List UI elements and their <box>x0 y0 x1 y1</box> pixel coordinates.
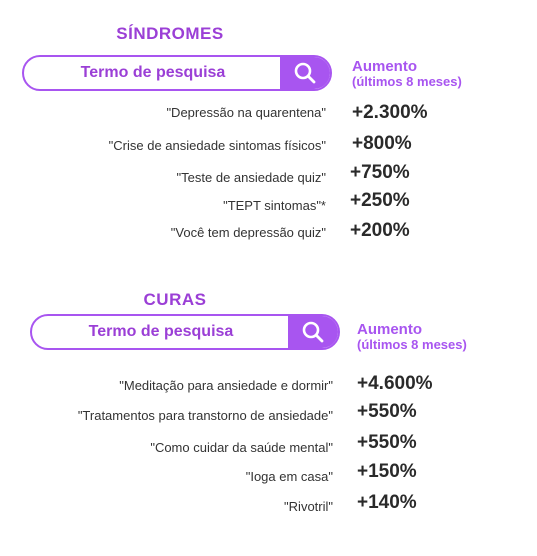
sindromes-title: SÍNDROMES <box>116 24 224 43</box>
sindromes-term-2: "Crise de ansiedade sintomas físicos" <box>108 138 326 153</box>
curas-value-5: +140% <box>357 492 417 513</box>
sindromes-value-4: +250% <box>350 190 410 211</box>
curas-term-1: "Meditação para ansiedade e dormir" <box>119 378 333 393</box>
curas-value-2: +550% <box>357 401 417 422</box>
sindromes-term-1: "Depressão na quarentena" <box>166 105 326 120</box>
curas-title: CURAS <box>143 290 207 309</box>
increase-label: Aumento <box>352 58 417 75</box>
search-button[interactable] <box>280 55 330 91</box>
curas-value-4: +150% <box>357 461 417 482</box>
sindromes-term-4: "TEPT sintomas"* <box>223 198 326 213</box>
increase-label: Aumento <box>357 321 422 338</box>
curas-term-4: "Ioga em casa" <box>245 469 333 484</box>
increase-period: (últimos 8 meses) <box>357 336 467 352</box>
curas-term-5: "Rivotril" <box>284 499 333 514</box>
curas-search-box[interactable] <box>30 314 340 350</box>
increase-period: (últimos 8 meses) <box>352 73 462 89</box>
sindromes-value-1: +2.300% <box>352 102 428 123</box>
curas-increase-header <box>357 322 467 351</box>
sindromes-term-3: "Teste de ansiedade quiz" <box>176 170 326 185</box>
search-icon <box>301 320 325 344</box>
search-icon <box>293 61 317 85</box>
search-button[interactable] <box>288 314 338 350</box>
search-term-label: Termo de pesquisa <box>80 64 226 81</box>
curas-value-1: +4.600% <box>357 373 433 394</box>
curas-value-3: +550% <box>357 432 417 453</box>
search-term-label: Termo de pesquisa <box>88 323 234 340</box>
sindromes-value-5: +200% <box>350 220 410 241</box>
sindromes-value-2: +800% <box>352 133 412 154</box>
curas-term-3: "Como cuidar da saúde mental" <box>150 440 333 455</box>
sindromes-value-3: +750% <box>350 162 410 183</box>
curas-term-2: "Tratamentos para transtorno de ansiedade" <box>77 408 333 423</box>
sindromes-term-5: "Você tem depressão quiz" <box>170 225 326 240</box>
sindromes-search-box[interactable] <box>22 55 332 91</box>
sindromes-increase-header <box>352 59 462 88</box>
